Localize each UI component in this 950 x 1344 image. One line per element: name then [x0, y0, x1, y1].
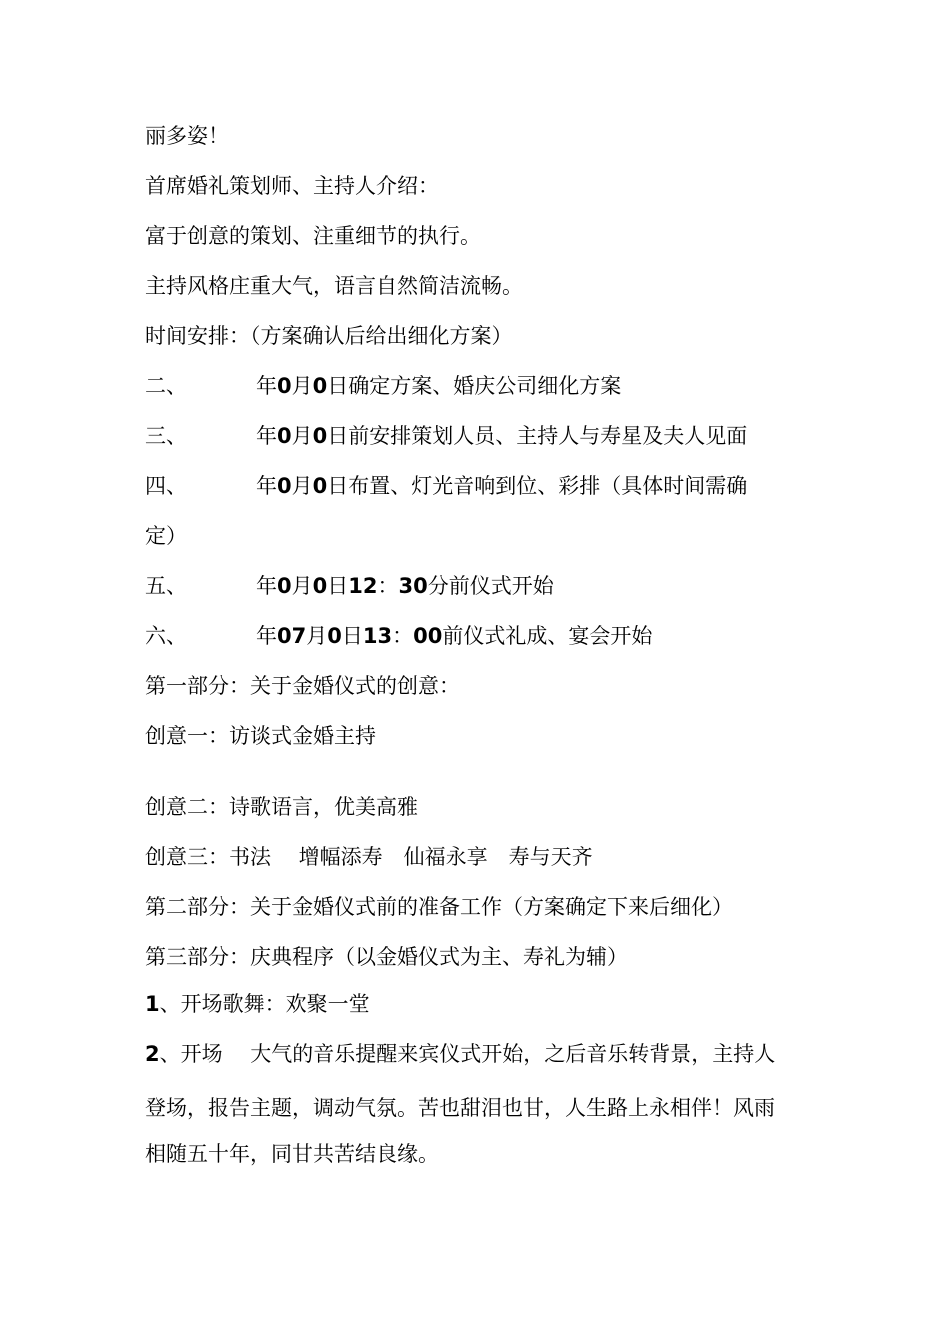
program-item-number: 1: [145, 992, 160, 1016]
schedule-number: 0: [277, 374, 292, 398]
schedule-number: 0: [312, 374, 328, 398]
idea-two: 创意二：诗歌语言，优美高雅: [145, 795, 418, 819]
text-line: 丽多姿！: [145, 124, 229, 148]
program-item-number: 2: [145, 1042, 160, 1066]
schedule-number: 0: [312, 424, 328, 448]
program-item-continuation: 登场，报告主题，调动气氛。苦也甜泪也甘，人生路上永相伴！风雨: [145, 1096, 775, 1120]
schedule-text: 前仪式礼成、宴会开始: [442, 624, 653, 648]
schedule-number: 0: [277, 474, 292, 498]
schedule-item-label: 六、: [145, 624, 187, 648]
schedule-item: [145, 472, 747, 500]
schedule-item-label: 五、: [145, 574, 187, 598]
schedule-text: 年: [256, 624, 277, 648]
schedule-item: [145, 372, 621, 400]
part-three-heading: 第三部分：庆典程序（以金婚仪式为主、寿礼为辅）: [145, 945, 628, 969]
schedule-number: 0: [312, 474, 328, 498]
schedule-text: 月: [291, 574, 313, 598]
schedule-text: 日布置、灯光音响到位、彩排（具体时间需确: [327, 474, 748, 498]
schedule-number: 30: [398, 574, 428, 598]
part-one-heading: 第一部分：关于金婚仪式的创意：: [145, 674, 460, 698]
program-item-text: 、开场歌舞：欢聚一堂: [159, 992, 370, 1016]
schedule-number: 00: [413, 624, 443, 648]
schedule-number: 12: [348, 574, 378, 598]
schedule-text: 月: [306, 624, 328, 648]
schedule-text: 月: [291, 474, 313, 498]
schedule-text: 年: [256, 374, 277, 398]
schedule-number: 0: [327, 624, 342, 648]
schedule-text: 年: [256, 424, 277, 448]
schedule-text: 年: [256, 574, 277, 598]
schedule-number: 0: [277, 424, 292, 448]
schedule-number: 13: [362, 624, 393, 648]
schedule-number: 0: [312, 574, 328, 598]
schedule-text: 月: [291, 424, 313, 448]
schedule-text: ：: [392, 624, 414, 648]
schedule-text: 分前仪式开始: [427, 574, 554, 598]
program-item: [145, 990, 370, 1018]
schedule-text: 日: [327, 574, 349, 598]
text-line: 富于创意的策划、注重细节的执行。: [145, 224, 481, 248]
schedule-heading: 时间安排：（方案确认后给出细化方案）: [145, 324, 513, 348]
idea-one: 创意一：访谈式金婚主持: [145, 724, 376, 748]
program-item: [145, 1040, 775, 1068]
schedule-number: 07: [277, 624, 307, 648]
idea-three: 创意三：书法 增幅添寿 仙福永享 寿与天齐: [145, 845, 593, 869]
planner-intro-heading: 首席婚礼策划师、主持人介绍：: [145, 174, 439, 198]
schedule-item-continuation: 定）: [145, 524, 187, 548]
schedule-item: [145, 422, 747, 450]
schedule-text: 日确定方案、婚庆公司细化方案: [327, 374, 622, 398]
schedule-item: [145, 622, 652, 650]
program-item-text: 、开场 大气的音乐提醒来宾仪式开始，之后音乐转背景，主持人: [159, 1042, 776, 1066]
schedule-text: 日: [341, 624, 363, 648]
schedule-item: [145, 572, 554, 600]
schedule-text: ：: [377, 574, 399, 598]
schedule-text: 年: [256, 474, 277, 498]
program-item-continuation: 相随五十年，同甘共苦结良缘。: [145, 1142, 439, 1166]
text-line: 主持风格庄重大气，语言自然简洁流畅。: [145, 274, 523, 298]
schedule-item-label: 二、: [145, 374, 187, 398]
schedule-text: 日前安排策划人员、主持人与寿星及夫人见面: [327, 424, 748, 448]
schedule-item-label: 三、: [145, 424, 187, 448]
part-two-heading: 第二部分：关于金婚仪式前的准备工作（方案确定下来后细化）: [145, 895, 733, 919]
schedule-number: 0: [277, 574, 292, 598]
schedule-item-label: 四、: [145, 474, 187, 498]
schedule-text: 月: [291, 374, 313, 398]
